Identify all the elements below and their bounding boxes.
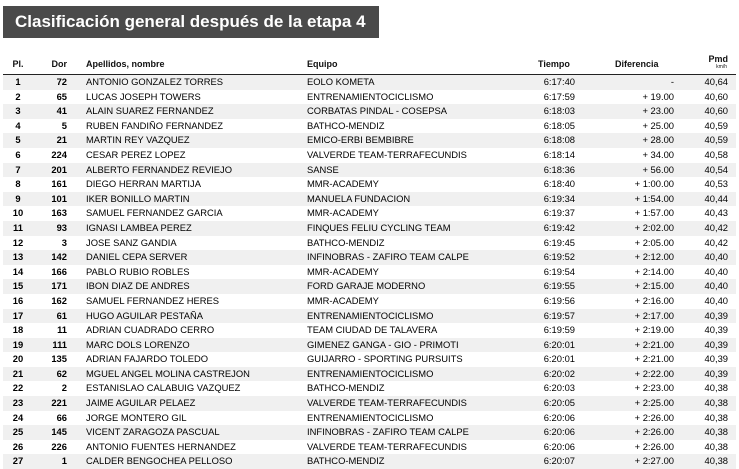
cell-time: 6:17:59 — [543, 90, 575, 102]
cell-team: BATHCO-MENDIZ — [307, 119, 385, 131]
cell-position: 27 — [12, 455, 24, 467]
cell-team: EMICO-ERBI BEMBIBRE — [307, 134, 414, 146]
cell-difference: + 2:26.00 — [634, 440, 674, 452]
table-header — [3, 54, 736, 74]
table-row — [3, 133, 736, 148]
cell-team: VALVERDE TEAM-TERRAFECUNDIS — [307, 397, 467, 409]
cell-bib: 221 — [51, 397, 67, 409]
cell-average-speed: 40,42 — [704, 221, 728, 233]
cell-rider-name: CALDER BENGOCHEA PELLOSO — [86, 455, 233, 467]
cell-average-speed: 40,53 — [704, 178, 728, 190]
cell-position: 20 — [12, 353, 24, 365]
cell-average-speed: 40,60 — [704, 90, 728, 102]
cell-average-speed: 40,59 — [704, 119, 728, 131]
cell-position: 4 — [15, 119, 21, 131]
cell-rider-name: JAIME AGUILAR PELAEZ — [86, 397, 196, 409]
cell-team: INFINOBRAS - ZAFIRO TEAM CALPE — [307, 251, 469, 263]
cell-team: FINQUES FELIU CYCLING TEAM — [307, 221, 451, 233]
cell-average-speed: 40,38 — [704, 397, 728, 409]
cell-bib: 61 — [56, 309, 67, 321]
cell-bib: 65 — [56, 90, 67, 102]
classification-table — [3, 54, 736, 469]
cell-average-speed: 40,60 — [704, 105, 728, 117]
table-row — [3, 411, 736, 426]
cell-difference: + 2:02.00 — [634, 221, 674, 233]
cell-time: 6:20:01 — [543, 338, 575, 350]
cell-rider-name: LUCAS JOSEPH TOWERS — [86, 90, 201, 102]
cell-bib: 224 — [51, 148, 67, 160]
table-body — [3, 75, 736, 469]
cell-average-speed: 40,39 — [704, 324, 728, 336]
cell-team: TEAM CIUDAD DE TALAVERA — [307, 324, 438, 336]
cell-team: GUIJARRO - SPORTING PURSUITS — [307, 353, 463, 365]
cell-position: 1 — [15, 76, 21, 87]
cell-difference: + 56.00 — [642, 163, 674, 175]
table-row — [3, 177, 736, 192]
cell-team: ENTRENAMIENTOCICLISMO — [307, 309, 434, 321]
table-row — [3, 236, 736, 251]
cell-position: 26 — [12, 440, 24, 452]
cell-team: EOLO KOMETA — [307, 76, 375, 87]
cell-time: 6:20:06 — [543, 426, 575, 438]
cell-time: 6:19:52 — [543, 251, 575, 263]
cell-team: BATHCO-MENDIZ — [307, 236, 385, 248]
cell-bib: 93 — [56, 221, 67, 233]
cell-rider-name: HUGO AGUILAR PESTAÑA — [86, 309, 204, 321]
cell-position: 2 — [15, 90, 21, 102]
cell-bib: 111 — [52, 338, 67, 350]
cell-position: 16 — [12, 294, 24, 306]
cell-average-speed: 40,44 — [704, 192, 728, 204]
table-row — [3, 192, 736, 207]
header-pmd-label: Pmd — [708, 54, 728, 64]
cell-team: ENTRENAMIENTOCICLISMO — [307, 411, 434, 423]
cell-rider-name: IGNASI LAMBEA PEREZ — [86, 221, 192, 233]
cell-team: VALVERDE TEAM-TERRAFECUNDIS — [307, 148, 467, 160]
cell-time: 6:20:01 — [543, 353, 575, 365]
cell-difference: + 2:21.00 — [634, 353, 674, 365]
cell-position: 15 — [12, 280, 24, 292]
cell-bib: 162 — [51, 294, 67, 306]
cell-bib: 161 — [51, 178, 67, 190]
cell-bib: 72 — [56, 76, 67, 87]
table-row — [3, 381, 736, 396]
cell-difference: + 23.00 — [642, 105, 674, 117]
cell-difference: + 2:23.00 — [634, 382, 674, 394]
cell-rider-name: JOSE SANZ GANDIA — [86, 236, 177, 248]
cell-rider-name: DIEGO HERRAN MARTIJA — [86, 178, 201, 190]
cell-position: 22 — [12, 382, 24, 394]
cell-average-speed: 40,58 — [704, 148, 728, 160]
cell-position: 3 — [15, 105, 21, 117]
table-row — [3, 454, 736, 469]
table-row — [3, 75, 736, 90]
header-position: Pl. — [12, 59, 24, 69]
cell-team: MMR-ACADEMY — [307, 207, 379, 219]
header-bib: Dor — [51, 59, 67, 69]
header-time: Tiempo — [538, 59, 570, 69]
table-row — [3, 352, 736, 367]
table-row — [3, 440, 736, 455]
cell-time: 6:20:05 — [543, 397, 575, 409]
cell-position: 23 — [12, 397, 24, 409]
table-row — [3, 119, 736, 134]
cell-difference: + 25.00 — [642, 119, 674, 131]
cell-difference: + 19.00 — [642, 90, 674, 102]
cell-bib: 1 — [61, 455, 67, 467]
cell-difference: + 34.00 — [642, 148, 674, 160]
cell-team: GIMENEZ GANGA - GIO - PRIMOTI — [307, 338, 459, 350]
cell-average-speed: 40,38 — [704, 440, 728, 452]
cell-time: 6:19:59 — [543, 324, 575, 336]
cell-bib: 145 — [51, 426, 67, 438]
cell-position: 9 — [15, 192, 21, 204]
cell-difference: + 1:54.00 — [634, 192, 674, 204]
cell-difference: + 2:16.00 — [634, 294, 674, 306]
cell-bib: 62 — [56, 367, 67, 379]
cell-team: MMR-ACADEMY — [307, 294, 379, 306]
cell-team: MMR-ACADEMY — [307, 265, 379, 277]
cell-average-speed: 40,38 — [704, 411, 728, 423]
cell-rider-name: ANTONIO GONZALEZ TORRES — [86, 76, 224, 87]
table-row — [3, 396, 736, 411]
cell-rider-name: SAMUEL FERNANDEZ GARCIA — [86, 207, 223, 219]
cell-difference: + 2:12.00 — [634, 251, 674, 263]
cell-position: 25 — [12, 426, 24, 438]
cell-difference: + 2:26.00 — [634, 411, 674, 423]
cell-time: 6:19:56 — [543, 294, 575, 306]
cell-position: 7 — [15, 163, 21, 175]
cell-difference: + 2:15.00 — [634, 280, 674, 292]
cell-rider-name: ADRIAN FAJARDO TOLEDO — [86, 353, 209, 365]
cell-difference: + 2:27.00 — [634, 455, 674, 467]
cell-position: 24 — [12, 411, 24, 423]
cell-position: 18 — [12, 324, 24, 336]
cell-team: ENTRENAMIENTOCICLISMO — [307, 90, 434, 102]
cell-time: 6:17:40 — [543, 76, 575, 87]
cell-average-speed: 40,40 — [704, 265, 728, 277]
cell-rider-name: IKER BONILLO MARTIN — [86, 192, 190, 204]
cell-average-speed: 40,38 — [704, 426, 728, 438]
table-row — [3, 206, 736, 221]
cell-rider-name: ALAIN SUAREZ FERNANDEZ — [86, 105, 214, 117]
cell-bib: 201 — [51, 163, 67, 175]
cell-average-speed: 40,38 — [704, 455, 728, 467]
cell-rider-name: ANTONIO FUENTES HERNANDEZ — [86, 440, 236, 452]
cell-position: 21 — [12, 367, 24, 379]
cell-team: INFINOBRAS - ZAFIRO TEAM CALPE — [307, 426, 469, 438]
cell-average-speed: 40,39 — [704, 367, 728, 379]
cell-time: 6:19:54 — [543, 265, 575, 277]
cell-time: 6:20:06 — [543, 411, 575, 423]
cell-average-speed: 40,40 — [704, 251, 728, 263]
cell-time: 6:19:57 — [543, 309, 575, 321]
cell-bib: 11 — [57, 324, 67, 336]
cell-rider-name: RUBEN FANDIÑO FERNANDEZ — [86, 119, 223, 131]
cell-rider-name: VICENT ZARAGOZA PASCUAL — [86, 426, 220, 438]
cell-average-speed: 40,38 — [704, 382, 728, 394]
table-row — [3, 323, 736, 338]
cell-bib: 166 — [51, 265, 67, 277]
cell-time: 6:20:03 — [543, 382, 575, 394]
cell-team: ENTRENAMIENTOCICLISMO — [307, 367, 434, 379]
cell-average-speed: 40,64 — [704, 76, 728, 87]
table-row — [3, 104, 736, 119]
cell-position: 13 — [12, 251, 24, 263]
cell-difference: + 28.00 — [642, 134, 674, 146]
cell-average-speed: 40,40 — [704, 294, 728, 306]
cell-rider-name: MARC DOLS LORENZO — [86, 338, 190, 350]
cell-rider-name: PABLO RUBIO ROBLES — [86, 265, 190, 277]
cell-average-speed: 40,39 — [704, 338, 728, 350]
cell-position: 11 — [13, 221, 23, 233]
table-row — [3, 294, 736, 309]
cell-average-speed: 40,39 — [704, 309, 728, 321]
cell-difference: + 2:14.00 — [634, 265, 674, 277]
cell-bib: 41 — [56, 105, 67, 117]
table-row — [3, 265, 736, 280]
cell-average-speed: 40,54 — [704, 163, 728, 175]
cell-average-speed: 40,43 — [704, 207, 728, 219]
cell-difference: + 2:17.00 — [634, 309, 674, 321]
cell-time: 6:19:37 — [543, 207, 575, 219]
header-pmd-unit: km/h — [716, 64, 727, 70]
cell-team: SANSE — [307, 163, 339, 175]
cell-time: 6:18:40 — [543, 178, 575, 190]
cell-team: CORBATAS PINDAL - COSEPSA — [307, 105, 447, 117]
cell-rider-name: JORGE MONTERO GIL — [86, 411, 187, 423]
cell-difference: + 2:22.00 — [634, 367, 674, 379]
cell-difference: + 2:21.00 — [634, 338, 674, 350]
cell-bib: 142 — [51, 251, 67, 263]
cell-average-speed: 40,40 — [704, 280, 728, 292]
cell-team: FORD GARAJE MODERNO — [307, 280, 426, 292]
cell-bib: 171 — [51, 280, 67, 292]
cell-time: 6:18:05 — [543, 119, 575, 131]
cell-bib: 21 — [56, 134, 67, 146]
cell-bib: 226 — [51, 440, 67, 452]
cell-position: 10 — [12, 207, 24, 219]
table-row — [3, 338, 736, 353]
cell-position: 19 — [12, 338, 24, 350]
cell-rider-name: SAMUEL FERNANDEZ HERES — [86, 294, 220, 306]
cell-team: MANUELA FUNDACION — [307, 192, 411, 204]
table-row — [3, 90, 736, 105]
cell-time: 6:18:08 — [543, 134, 575, 146]
cell-rider-name: MARTIN REY VAZQUEZ — [86, 134, 190, 146]
cell-time: 6:20:07 — [543, 455, 575, 467]
cell-average-speed: 40,59 — [704, 134, 728, 146]
cell-position: 12 — [12, 236, 24, 248]
page-title: Clasificación general después de la etapa 4 — [3, 6, 379, 38]
cell-team: MMR-ACADEMY — [307, 178, 379, 190]
cell-difference: + 2:19.00 — [634, 324, 674, 336]
cell-team: BATHCO-MENDIZ — [307, 382, 385, 394]
cell-time: 6:18:03 — [543, 105, 575, 117]
table-row — [3, 367, 736, 382]
cell-rider-name: IBON DIAZ DE ANDRES — [86, 280, 190, 292]
cell-time: 6:19:34 — [543, 192, 575, 204]
cell-time: 6:19:45 — [543, 236, 575, 248]
cell-rider-name: CESAR PEREZ LOPEZ — [86, 148, 186, 160]
cell-bib: 2 — [61, 382, 67, 394]
header-average-speed — [708, 54, 728, 70]
header-name: Apellidos, nombre — [86, 59, 165, 69]
cell-bib: 66 — [56, 411, 67, 423]
cell-rider-name: ESTANISLAO CALABUIG VAZQUEZ — [86, 382, 241, 394]
cell-bib: 5 — [61, 119, 67, 131]
table-row — [3, 309, 736, 324]
cell-position: 14 — [12, 265, 24, 277]
table-row — [3, 221, 736, 236]
cell-bib: 101 — [51, 192, 67, 204]
cell-time: 6:19:42 — [543, 221, 575, 233]
cell-difference: + 2:26.00 — [634, 426, 674, 438]
cell-time: 6:18:36 — [543, 163, 575, 175]
header-difference: Diferencia — [615, 59, 659, 69]
cell-position: 5 — [15, 134, 21, 146]
cell-team: VALVERDE TEAM-TERRAFECUNDIS — [307, 440, 467, 452]
cell-team: BATHCO-MENDIZ — [307, 455, 385, 467]
cell-difference: + 2:05.00 — [634, 236, 674, 248]
cell-difference: + 2:25.00 — [634, 397, 674, 409]
cell-bib: 163 — [51, 207, 67, 219]
cell-difference: - — [670, 76, 674, 87]
cell-rider-name: MGUEL ANGEL MOLINA CASTREJON — [86, 367, 250, 379]
table-row — [3, 163, 736, 178]
table-row — [3, 250, 736, 265]
cell-average-speed: 40,42 — [704, 236, 728, 248]
table-row — [3, 425, 736, 440]
cell-difference: + 1:00.00 — [634, 178, 674, 190]
cell-average-speed: 40,39 — [704, 353, 728, 365]
cell-time: 6:19:55 — [543, 280, 575, 292]
cell-position: 8 — [15, 178, 21, 190]
cell-time: 6:20:02 — [543, 367, 575, 379]
cell-bib: 135 — [51, 353, 67, 365]
cell-bib: 3 — [61, 236, 67, 248]
cell-rider-name: ALBERTO FERNANDEZ REVIEJO — [86, 163, 233, 175]
cell-position: 6 — [15, 148, 21, 160]
cell-rider-name: DANIEL CEPA SERVER — [86, 251, 188, 263]
cell-position: 17 — [12, 309, 24, 321]
table-row — [3, 279, 736, 294]
cell-time: 6:18:14 — [543, 148, 575, 160]
table-row — [3, 148, 736, 163]
header-team: Equipo — [307, 59, 338, 69]
cell-rider-name: ADRIAN CUADRADO CERRO — [86, 324, 215, 336]
cell-time: 6:20:06 — [543, 440, 575, 452]
cell-difference: + 1:57.00 — [634, 207, 674, 219]
